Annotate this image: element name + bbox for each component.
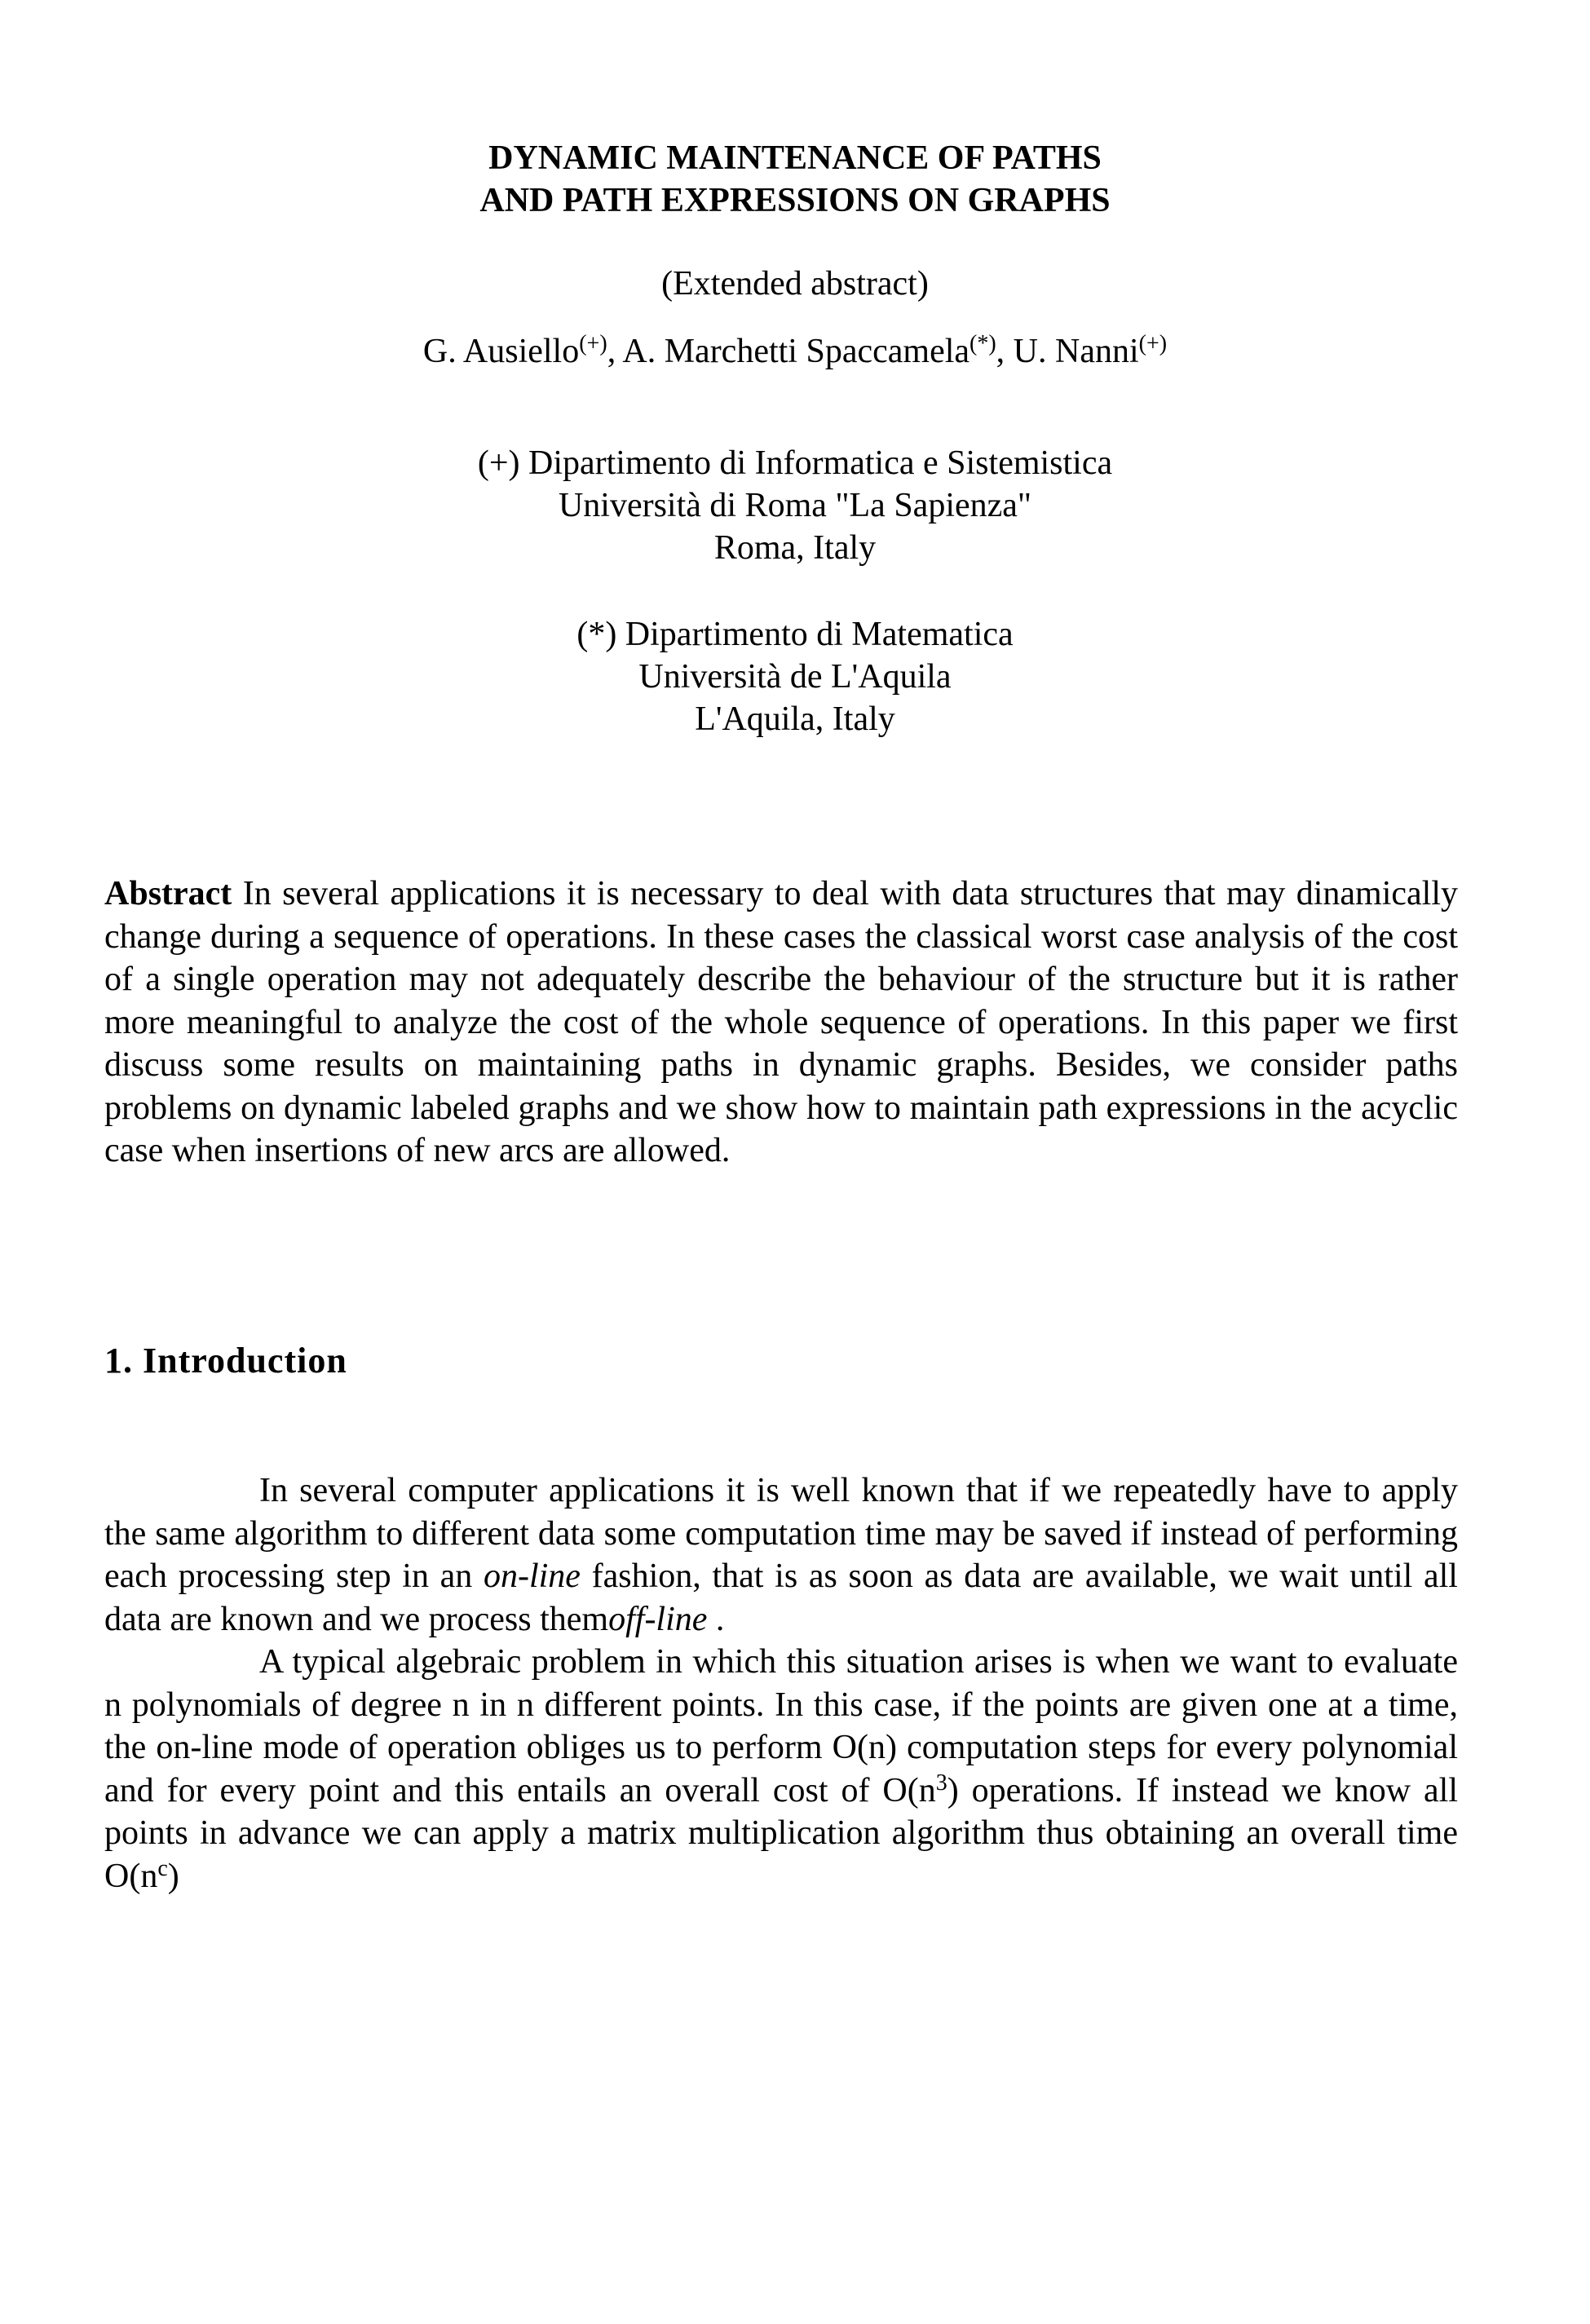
author-separator: , bbox=[607, 333, 623, 370]
affiliation-department: (+) Dipartimento di Informatica e Sistemistica bbox=[477, 444, 1113, 482]
affiliation-mark: (*) bbox=[969, 331, 996, 356]
paragraph-text: In several computer applications it is well known that if we repeatedly have to apply the same algorithm to different data some computation time may be saved if instead of performing each processing step in an bbox=[104, 1472, 1458, 1595]
exponent: c bbox=[157, 1855, 168, 1881]
affiliation-mark: (+) bbox=[579, 331, 607, 356]
affiliation-mark: (+) bbox=[1138, 331, 1168, 356]
abstract bbox=[104, 873, 1458, 1173]
paragraph bbox=[104, 1469, 1458, 1641]
section-heading: 1. Introduction bbox=[104, 1341, 347, 1381]
author-name: G. Ausiello bbox=[422, 333, 580, 370]
affiliation-university: Università de L'Aquila bbox=[638, 658, 952, 696]
title-line-1: DYNAMIC MAINTENANCE OF PATHS bbox=[488, 139, 1102, 177]
affiliation-department: (*) Dipartimento di Matematica bbox=[576, 616, 1014, 653]
title-line-2: AND PATH EXPRESSIONS ON GRAPHS bbox=[479, 182, 1111, 219]
paper-subtitle: (Extended abstract) bbox=[661, 265, 929, 303]
author-separator: , bbox=[996, 333, 1014, 370]
author-name: U. Nanni bbox=[1013, 333, 1139, 370]
affiliation-location: Roma, Italy bbox=[713, 529, 877, 567]
paragraph-text: ) operations. If instead we know all points in advance we can apply a matrix multiplication algorithm thus obtaining an overall time O(n bbox=[104, 1771, 1458, 1895]
paragraph bbox=[104, 1641, 1458, 1898]
author-name: A. Marchetti Spaccamela bbox=[622, 333, 970, 370]
affiliation-block bbox=[0, 613, 1590, 740]
affiliation-location: L'Aquila, Italy bbox=[695, 700, 895, 738]
author-list bbox=[0, 330, 1590, 373]
introduction-body bbox=[104, 1469, 1458, 1898]
affiliation-block bbox=[0, 442, 1590, 569]
paragraph-text: . bbox=[707, 1600, 725, 1638]
affiliation-university: Università di Roma "La Sapienza" bbox=[558, 487, 1032, 524]
abstract-label: Abstract bbox=[104, 875, 232, 912]
paragraph-text: ) bbox=[167, 1857, 179, 1895]
abstract-text: In several applications it is necessary to deal with data structures that may dinamically change during a sequence of operations. In these cases the classical worst case analysis of the cost of a single operation may not adequately describe the behaviour of the structure but it is rather more meaningful to analyze the cost of the whole sequence of operations. In this paper we first discuss some results on maintaining paths in dynamic graphs. Besides, we consider paths problems on dynamic labeled graphs and we show how to maintain path expressions in the acyclic case when insertions of new arcs are allowed. bbox=[104, 875, 1458, 1169]
italic-term: off-line bbox=[608, 1600, 708, 1638]
paragraph-text: fashion, that is as soon as data are available, we wait until all data are known and we process them bbox=[104, 1557, 1458, 1638]
paper-title bbox=[0, 137, 1590, 222]
paragraph-text: A typical algebraic problem in which this situation arises is when we want to evaluate n polynomials of degree n in n different points. In this case, if the points are given one at a time, the on-line mode of operation obliges us to perform O(n) computation steps for every polynomial and for every point and this entails an overall cost of O(n bbox=[104, 1643, 1458, 1809]
italic-term: on-line bbox=[483, 1557, 581, 1595]
exponent: 3 bbox=[935, 1770, 947, 1796]
